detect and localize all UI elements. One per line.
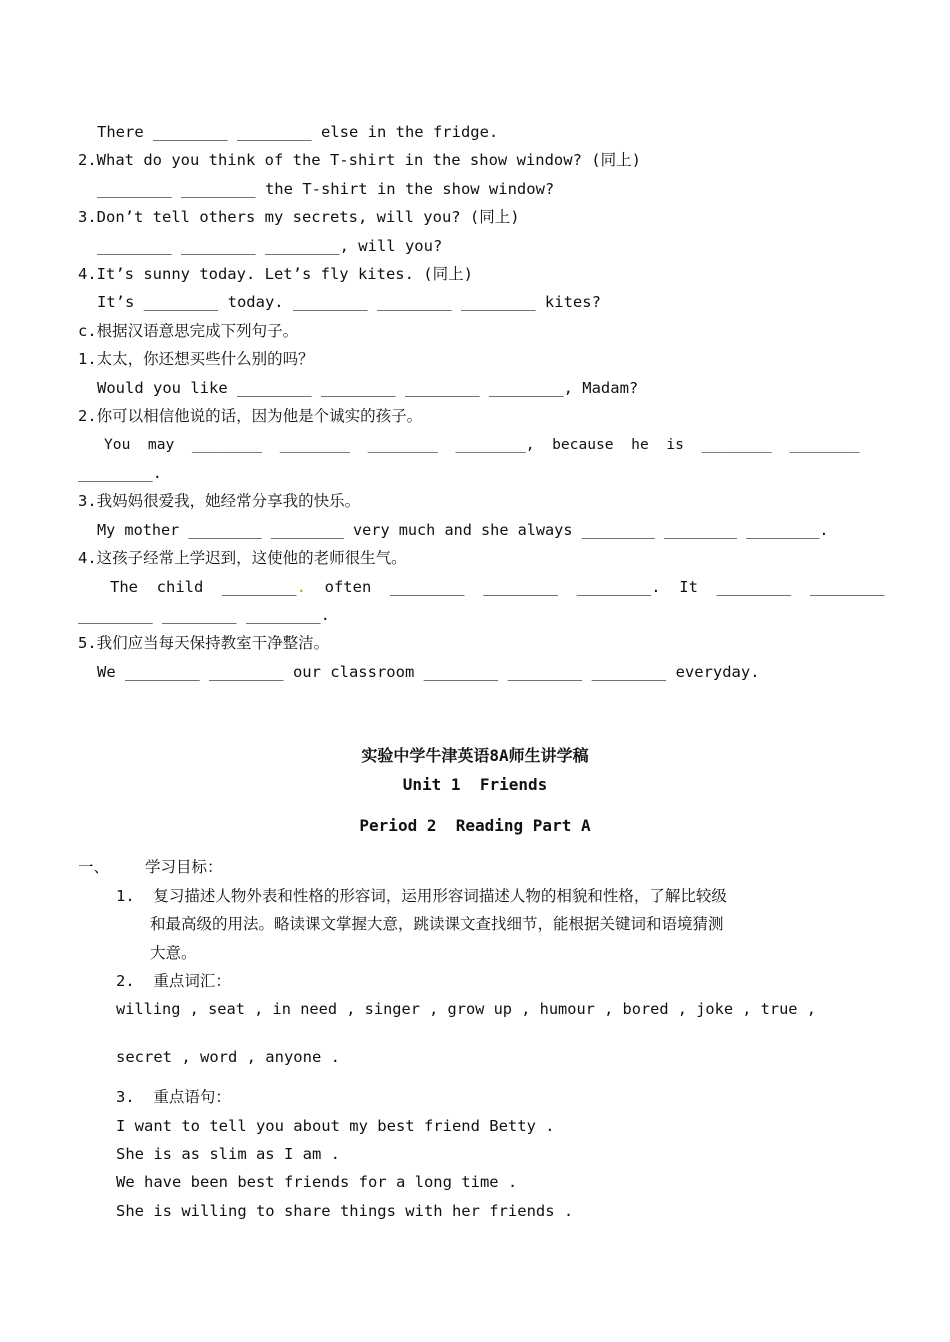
objective-item: 1. 复习描述人物外表和性格的形容词，运用形容词描述人物的相貌和性格，了解比较级: [116, 887, 727, 905]
key-sentence: We have been best friends for a long time .: [116, 1173, 518, 1191]
translation-prompt: 5.我们应当每天保持教室干净整洁。: [78, 634, 330, 652]
key-sentence: She is as slim as I am .: [116, 1145, 340, 1163]
exercise-line: ________ ________ ________, will you?: [97, 237, 443, 255]
section-heading: 学习目标：: [145, 858, 223, 876]
translation-prompt: 2.你可以相信他说的话，因为他是个诚实的孩子。: [78, 407, 423, 425]
exercise-line: ________.: [78, 464, 162, 482]
sentences-heading: 3. 重点语句：: [116, 1088, 231, 1106]
exercise-question: 3.Don’t tell others my secrets, will you? (同上): [78, 208, 520, 226]
stray-dot: .: [296, 578, 306, 596]
exercise-line: You may ________ ________ ________ ________, because he is ________ ________: [104, 436, 860, 453]
exercise-line: We ________ ________ our classroom ________ ________ ________ everyday.: [97, 663, 760, 681]
key-sentence: She is willing to share things with her friends .: [116, 1202, 574, 1220]
key-sentence: I want to tell you about my best friend Betty .: [116, 1117, 555, 1135]
objective-item-cont: 大意。: [150, 944, 197, 962]
document-title: 实验中学牛津英语8A师生讲学稿: [361, 746, 589, 765]
vocab-list: willing , seat , in need , singer , grow up , humour , bored , joke , true ,: [116, 1000, 816, 1018]
translation-prompt: 1.太太，你还想买些什么别的吗？: [78, 350, 314, 368]
exercise-line: My mother ________ ________ very much and she always ________ ________ ________.: [97, 521, 829, 539]
exercise-line: There ________ ________ else in the fridge.: [97, 123, 499, 141]
exercise-line-start: The child ________: [110, 578, 297, 596]
exercise-line: It’s ________ today. ________ ________ ________ kites?: [97, 293, 601, 311]
section-c-heading: c.根据汉语意思完成下列句子。: [78, 322, 299, 340]
section-number: 一、: [78, 858, 110, 876]
exercise-line: [110, 577, 885, 597]
objective-item-cont: 和最高级的用法。略读课文掌握大意，跳读课文查找细节，能根据关键词和语境猜测: [150, 915, 724, 933]
exercise-question: 2.What do you think of the T-shirt in the show window? (同上): [78, 151, 641, 169]
period-title: Period 2 Reading Part A: [359, 816, 591, 835]
exercise-question: 4.It’s sunny today. Let’s fly kites. (同上): [78, 265, 473, 283]
exercise-line: Would you like ________ ________ ________ ________, Madam?: [97, 379, 639, 397]
vocab-heading: 2. 重点词汇：: [116, 972, 231, 990]
vocab-list: secret , word , anyone .: [116, 1048, 340, 1066]
exercise-line-end: often ________ ________ ________. It ________ ________: [305, 578, 885, 596]
translation-prompt: 4.这孩子经常上学迟到，这使他的老师很生气。: [78, 549, 407, 567]
translation-prompt: 3.我妈妈很爱我，她经常分享我的快乐。: [78, 492, 361, 510]
exercise-line: ________ ________ ________.: [78, 606, 330, 624]
exercise-line: ________ ________ the T-shirt in the show window?: [97, 180, 555, 198]
unit-title: Unit 1 Friends: [402, 775, 548, 794]
